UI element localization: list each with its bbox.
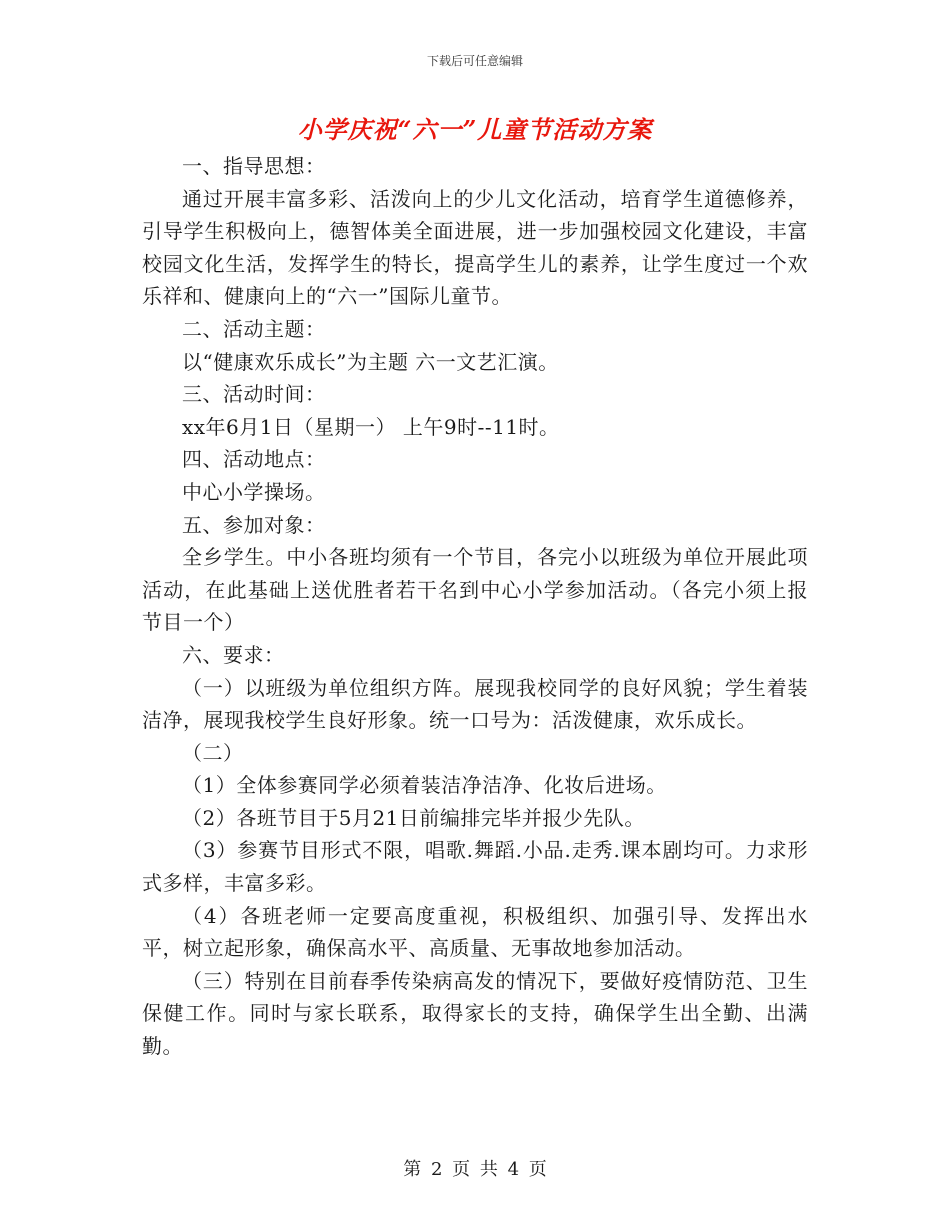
section-heading-guiding-thought: 一、指导思想：: [182, 154, 326, 178]
paragraph-requirement-1: （一）以班级为单位组织方阵。展现我校同学的良好风貌；学生着装洁净，展现我校学生良好形象。统一口号为：活泼健康，欢乐成长。: [142, 675, 808, 733]
page-footer: 第 2 页 共 4 页: [403, 1159, 547, 1180]
section-heading-time: 三、活动时间：: [182, 382, 326, 407]
section-heading-theme: 二、活动主题：: [182, 316, 326, 341]
header-note: 下载后可任意编辑: [426, 54, 523, 68]
paragraph-guiding-thought: 通过开展丰富多彩、活泼向上的少儿文化活动，培育学生道德修养，引导学生积极向上，德智体美全面进展，进一步加强校园文化建设，丰富校园文化生活，发挥学生的特长，提高学生儿的素养，让学生度过一个欢乐祥和、健康向上的“六一”国际儿童节。: [142, 186, 808, 309]
document-body: [142, 150, 808, 1063]
paragraph-requirement-2: （二）: [182, 740, 244, 765]
section-heading-requirements: 六、要求：: [182, 642, 285, 667]
list-item-2-2: （2）各班节目于5月21日前编排完毕并报少先队。: [182, 805, 645, 830]
paragraph-time: xx年6月1日（星期一） 上午9时--11时。: [182, 414, 560, 439]
list-item-2-3: （3）参赛节目形式不限，唱歌.舞蹈.小品.走秀.课本剧均可。力求形式多样，丰富多彩。: [142, 838, 808, 896]
paragraph-theme: 以“健康欢乐成长”为主题 六一文艺汇演。: [182, 349, 559, 374]
section-heading-location: 四、活动地点：: [182, 447, 326, 472]
paragraph-participants: 全乡学生。中小各班均须有一个节目，各完小以班级为单位开展此项活动，在此基础上送优胜者若干名到中心小学参加活动。（各完小须上报节目一个）: [142, 545, 808, 635]
section-heading-participants: 五、参加对象：: [182, 512, 326, 537]
paragraph-requirement-3: （三）特别在目前春季传染病高发的情况下，要做好疫情防范、卫生保健工作。同时与家长联系，取得家长的支持，确保学生出全勤、出满勤。: [142, 968, 808, 1059]
paragraph-location: 中心小学操场。: [182, 479, 326, 504]
document-title: 小学庆祝“六一”儿童节活动方案: [297, 115, 653, 144]
list-item-2-1: （1）全体参赛同学必须着装洁净洁净、化妆后进场。: [182, 773, 667, 798]
list-item-2-4: （4）各班老师一定要高度重视，积极组织、加强引导、发挥出水平，树立起形象，确保高水平、高质量、无事故地参加活动。: [142, 903, 808, 961]
